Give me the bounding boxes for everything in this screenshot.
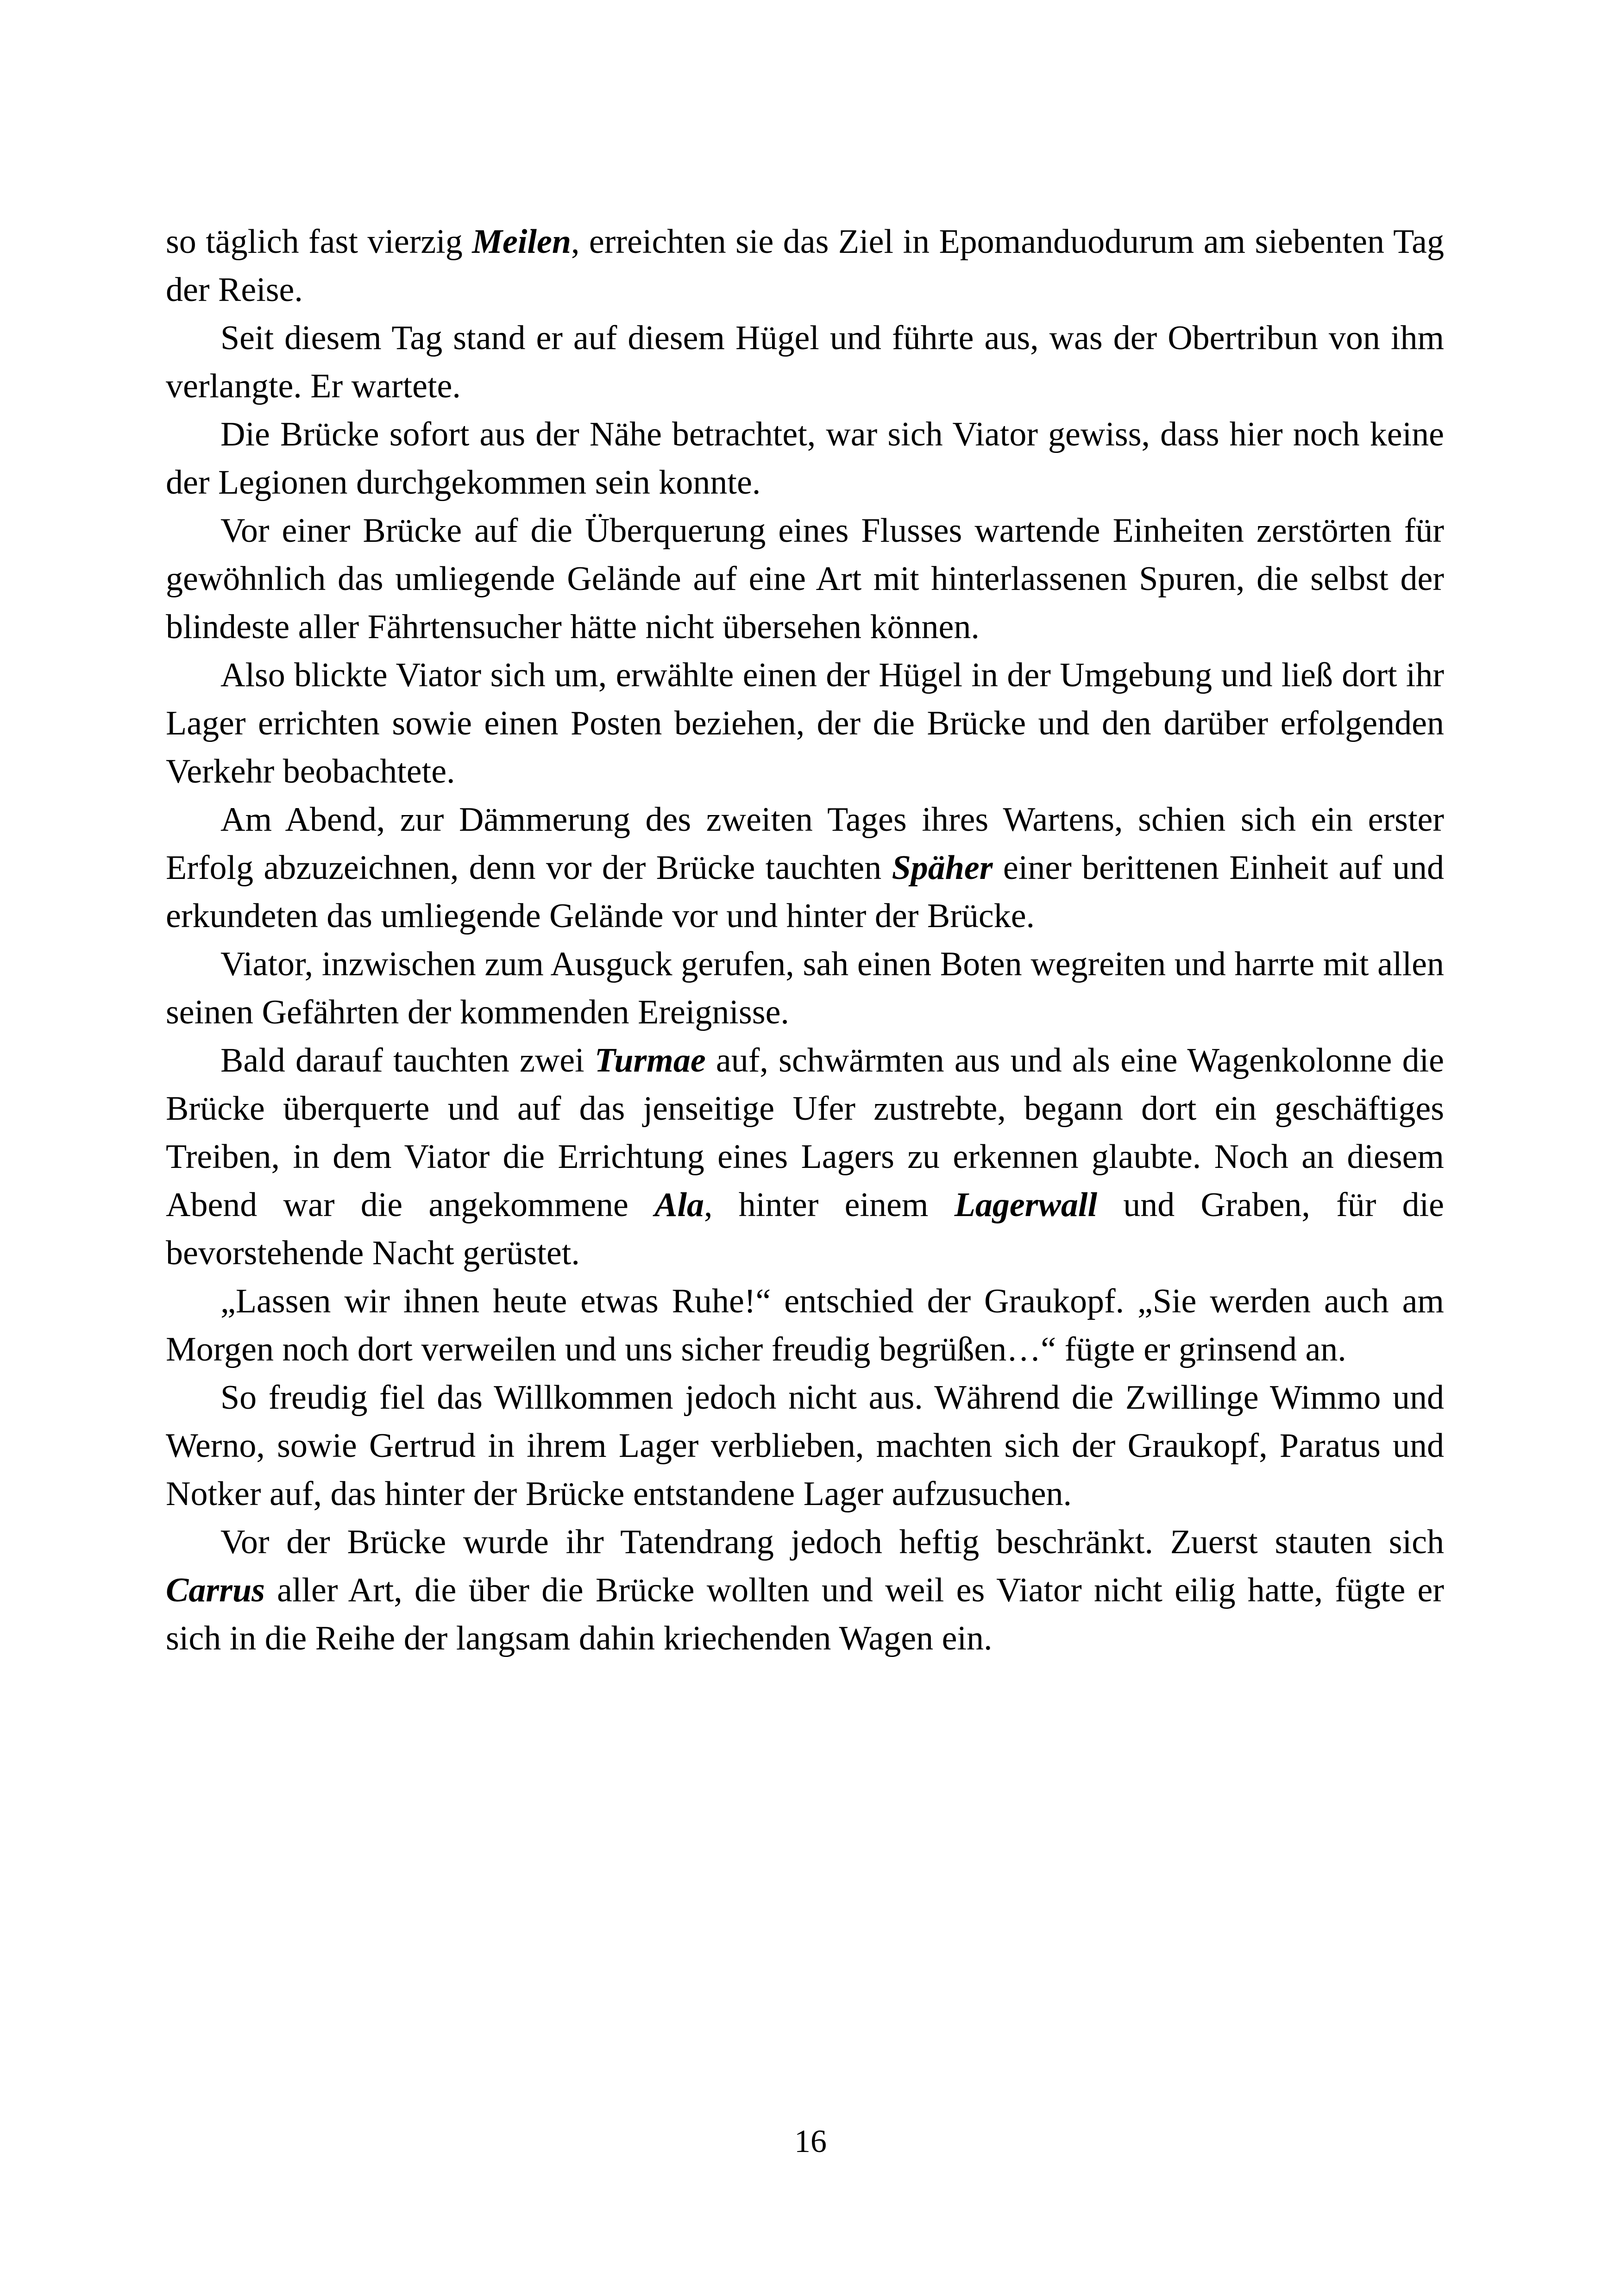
paragraph [166, 796, 1444, 940]
paragraph [166, 940, 1444, 1036]
text-run: „Lassen wir ihnen heute etwas Ruhe!“ entschied der Graukopf. „Sie werden auch am Morgen noch dort verweilen und uns sicher freudig begrüßen…“ fügte er grinsend an. [166, 1282, 1444, 1368]
emphasized-term: Lagerwall [954, 1186, 1098, 1224]
text-run: aller Art, die über die Brücke wollten und weil es Viator nicht eilig hatte, fügte er sich in die Reihe der langsam dahin kriechenden Wagen ein. [166, 1571, 1444, 1657]
page-body [166, 218, 1444, 1662]
text-run: Vor der Brücke wurde ihr Tatendrang jedoch heftig beschränkt. Zuerst stauten sich [220, 1523, 1444, 1561]
paragraph [166, 1277, 1444, 1374]
emphasized-term: Turmae [594, 1041, 706, 1079]
text-run: Viator, inzwischen zum Ausguck gerufen, sah einen Boten wegreiten und harrte mit allen seinen Gefährten der kommenden Ereignisse. [166, 945, 1444, 1031]
paragraph [166, 507, 1444, 651]
emphasized-term: Meilen [472, 223, 571, 261]
paragraph [166, 218, 1444, 314]
text-run: so täglich fast vierzig [166, 223, 472, 261]
text-run: Bald darauf tauchten zwei [220, 1041, 595, 1079]
text-run: Die Brücke sofort aus der Nähe betrachtet, war sich Viator gewiss, dass hier noch keine der Legionen durchgekommen sein konnte. [166, 415, 1444, 502]
text-run: auf, schwärmten aus und als eine Wagenkolonne die Brücke überquerte und auf das jenseitige Ufer zustrebte, begann dort ein geschäftiges Treiben, in dem Viator die Errichtung eines Lagers zu erkennen glaubte. Noch an diesem Abend war die angekommene [166, 1041, 1444, 1224]
paragraph [166, 1374, 1444, 1518]
paragraph [166, 651, 1444, 796]
text-run: Am Abend, zur Dämmerung des zweiten Tages ihres Wartens, schien sich ein erster Erfolg abzuzeichnen, denn vor der Brücke tauchten [166, 801, 1444, 887]
page-number: 16 [794, 2124, 827, 2159]
emphasized-term: Ala [654, 1186, 704, 1224]
paragraph [166, 314, 1444, 410]
text-run: Also blickte Viator sich um, erwählte einen der Hügel in der Umgebung und ließ dort ihr Lager errichten sowie einen Posten beziehen, der die Brücke und den darüber erfolgenden Verkehr beobachtete. [166, 656, 1444, 790]
text-run: , hinter einem [704, 1186, 955, 1224]
text-run: , erreichten sie das Ziel in Epomanduodurum am siebenten Tag der Reise. [166, 223, 1444, 309]
paragraph [166, 1036, 1444, 1277]
paragraph [166, 410, 1444, 507]
text-run: Seit diesem Tag stand er auf diesem Hügel und führte aus, was der Obertribun von ihm verlangte. Er wartete. [166, 319, 1444, 405]
paragraph [166, 1518, 1444, 1662]
emphasized-term: Späher [892, 849, 993, 887]
text-run: und Graben, für die bevorstehende Nacht gerüstet. [166, 1186, 1445, 1272]
text-run: einer berittenen Einheit auf und erkundeten das umliegende Gelände vor und hinter der Brücke. [166, 849, 1444, 935]
text-run: So freudig fiel das Willkommen jedoch nicht aus. Während die Zwillinge Wimmo und Werno, sowie Gertrud in ihrem Lager verblieben, machten sich der Graukopf, Paratus und Notker auf, das hinter der Brücke entstandene Lager aufzusuchen. [166, 1379, 1444, 1513]
text-run: Vor einer Brücke auf die Überquerung eines Flusses wartende Einheiten zerstörten für gewöhnlich das umliegende Gelände auf eine Art mit hinterlassenen Spuren, die selbst der blindeste aller Fährtensucher hätte nicht übersehen können. [166, 512, 1444, 646]
emphasized-term: Carrus [166, 1571, 265, 1609]
